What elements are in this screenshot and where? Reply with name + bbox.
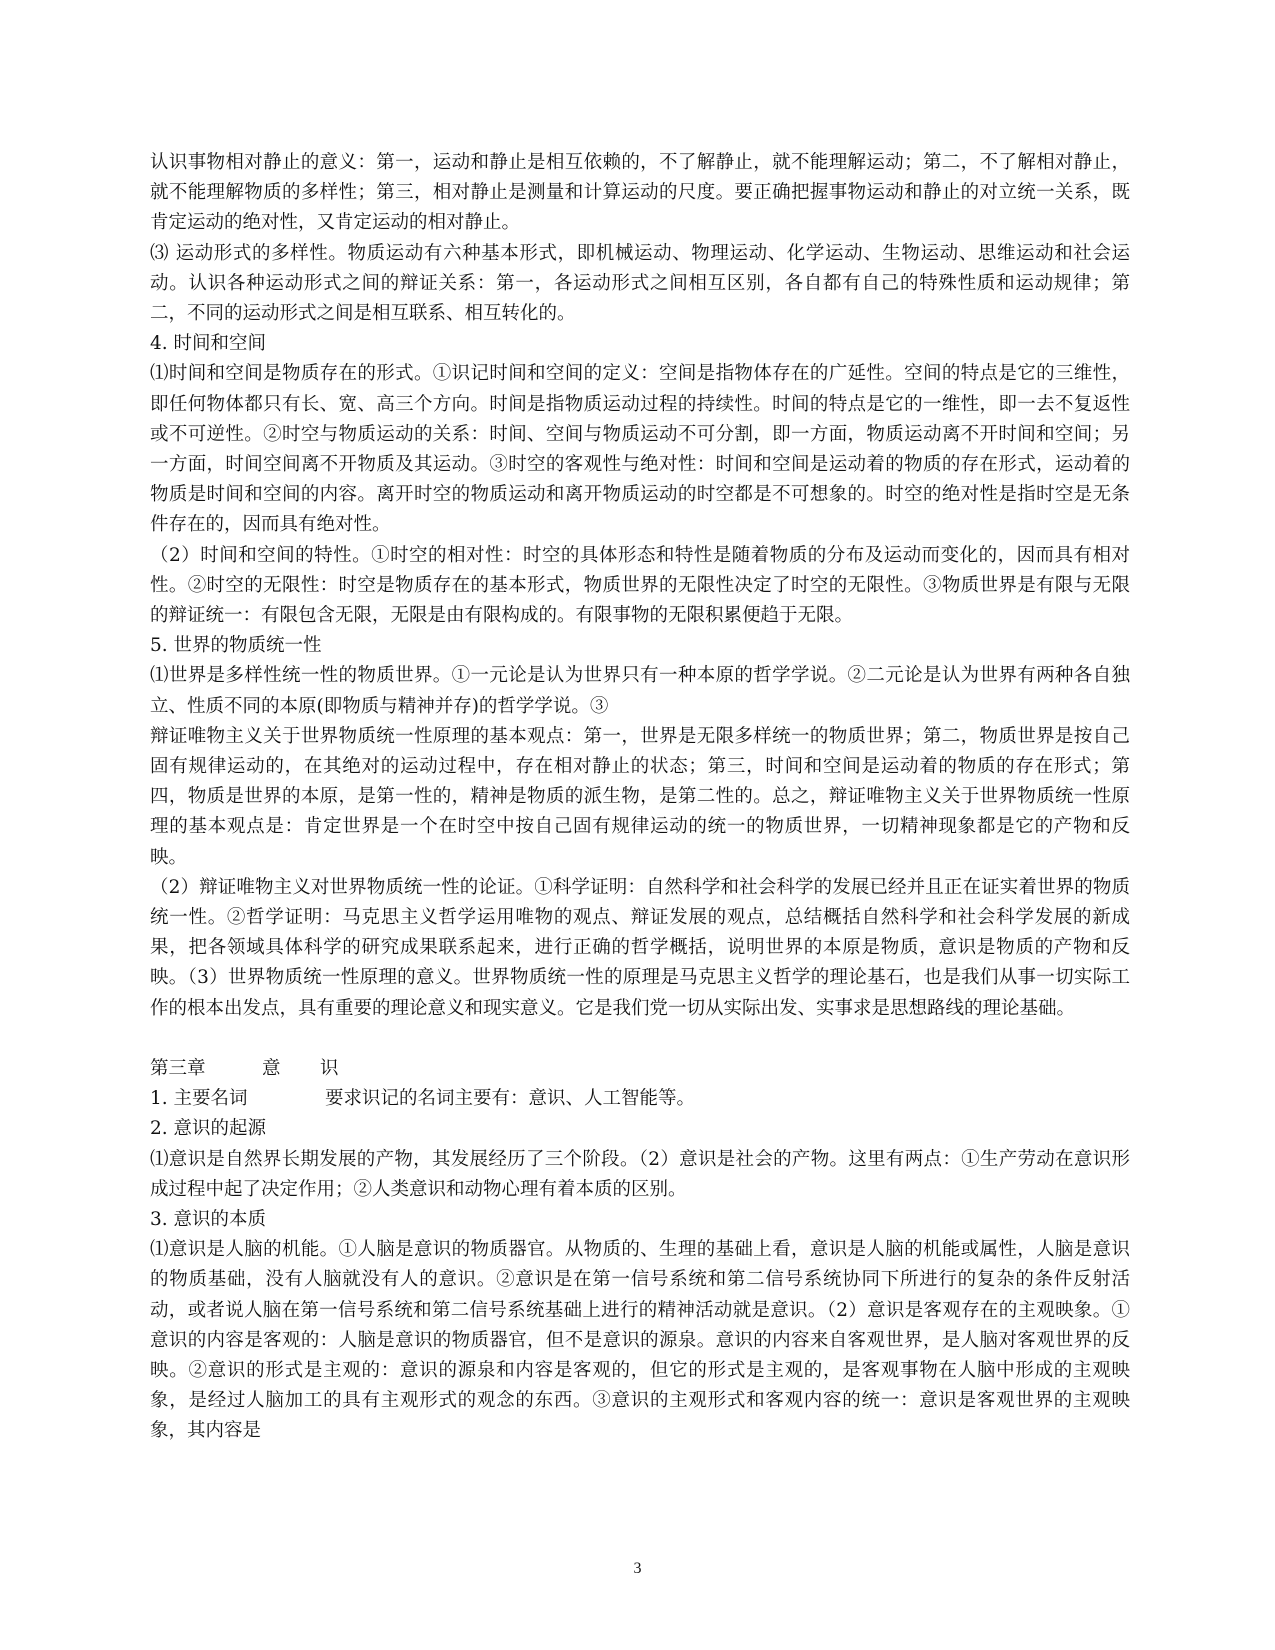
term-label: 1. 主要名词 bbox=[150, 1088, 248, 1110]
chapter-title bbox=[150, 1054, 1130, 1084]
paragraph-monism-dualism: ⑴世界是多样性统一性的物质世界。①一元论是认为世界只有一种本原的哲学学说。②二元论是认为世界有两种各自独立、性质不同的本原(即物质与精神并存)的哲学学说。③ bbox=[150, 665, 1130, 717]
paragraph-relative-rest: 认识事物相对静止的意义：第一，运动和静止是相互依赖的，不了解静止，就不能理解运动；第二，不了解相对静止，就不能理解物质的多样性；第三，相对静止是测量和计算运动的尺度。要正确把握事物运动和静止的对立统一关系，既肯定运动的绝对性，又肯定运动的相对静止。 bbox=[150, 152, 1130, 234]
heading-essence: 3. 意识的本质 bbox=[150, 1208, 267, 1230]
term-text: 要求识记的名词主要有：意识、人工智能等。 bbox=[325, 1088, 696, 1110]
chapter-number: 第三章 bbox=[150, 1057, 206, 1079]
paragraph-motion-forms: ⑶ 运动形式的多样性。物质运动有六种基本形式，即机械运动、物理运动、化学运动、生物运动、思维运动和社会运动。认识各种运动形式之间的辩证关系：第一，各运动形式之间相互区别，各自都有自己的特殊性质和运动规律；第二，不同的运动形式之间是相互联系、相互转化的。 bbox=[150, 242, 1130, 325]
paragraph-argument: （2）辩证唯物主义对世界物质统一性的论证。①科学证明：自然科学和社会科学的发展已经并且正在证实着世界的物质统一性。②哲学证明：马克思主义哲学运用唯物的观点、辩证发展的观点，总结概括自然科学和社会科学发展的新成果，把各领域具体科学的研究成果联系起来，进行正确的哲学概括，说明世界的本原是物质，意识是物质的产物和反映。（3）世界物质统一性原理的意义。世界物质统一性的原理是马克思主义哲学的理论基石，也是我们从事一切实际工作的根本出发点，具有重要的理论意义和现实意义。它是我们党一切从实际出发、实事求是思想路线的理论基础。 bbox=[150, 876, 1130, 1019]
paragraph-essence: ⑴意识是人脑的机能。①人脑是意识的物质器官。从物质的、生理的基础上看，意识是人脑的机能或属性，人脑是意识的物质基础，没有人脑就没有人的意识。②意识是在第一信号系统和第二信号系统协同下所进行的复杂的条件反射活动，或者说人脑在第一信号系统和第二信号系统基础上进行的精神活动就是意识。（2）意识是客观存在的主观映象。①意识的内容是客观的：人脑是意识的物质器官，但不是意识的源泉。意识的内容来自客观世界，是人脑对客观世界的反映。②意识的形式是主观的：意识的源泉和内容是客观的，但它的形式是主观的，是客观事物在人脑中形成的主观映象，是经过人脑加工的具有主观形式的观念的东西。③意识的主观形式和客观内容的统一：意识是客观世界的主观映象，其内容是 bbox=[150, 1239, 1130, 1442]
heading-time-space: 4. 时间和空间 bbox=[150, 333, 267, 355]
heading-material-unity: 5. 世界的物质统一性 bbox=[150, 635, 322, 657]
paragraph-time-space-forms: ⑴时间和空间是物质存在的形式。①识记时间和空间的定义：空间是指物体存在的广延性。空间的特点是它的三维性，即任何物体都只有长、宽、高三个方向。时间是指物质运动过程的持续性。时间的特点是它的一维性，即一去不复返性或不可逆性。②时空与物质运动的关系：时间、空间与物质运动不可分割，即一方面，物质运动离不开时间和空间；另一方面，时间空间离不开物质及其运动。③时空的客观性与绝对性：时间和空间是运动着的物质的存在形式，运动着的物质是时间和空间的内容。离开时空的物质运动和离开物质运动的时空都是不可想象的。时空的绝对性是指时空是无条件存在的，因而具有绝对性。 bbox=[150, 363, 1130, 536]
term-line bbox=[150, 1084, 1130, 1114]
page-number: 3 bbox=[633, 1560, 642, 1577]
paragraph-basic-views: 辩证唯物主义关于世界物质统一性原理的基本观点：第一，世界是无限多样统一的物质世界；第二，物质世界是按自己固有规律运动的，在其绝对的运动过程中，存在相对静止的状态；第三，时间和空间是运动着的物质的存在形式；第四，物质是世界的本原，是第一性的，精神是物质的派生物，是第二性的。总之，辩证唯物主义关于世界物质统一性原理的基本观点是：肯定世界是一个在时空中按自己固有规律运动的统一的物质世界，一切精神现象都是它的产物和反映。 bbox=[150, 725, 1130, 868]
heading-origin: 2. 意识的起源 bbox=[150, 1118, 267, 1140]
paragraph-origin: ⑴意识是自然界长期发展的产物，其发展经历了三个阶段。（2）意识是社会的产物。这里有两点：①生产劳动在意识形成过程中起了决定作用；②人类意识和动物心理有着本质的区别。 bbox=[150, 1148, 1130, 1200]
chapter-title-char-2: 识 bbox=[320, 1057, 339, 1079]
section-gap bbox=[150, 1024, 1130, 1054]
document-body bbox=[150, 148, 1130, 1447]
chapter-title-char-1: 意 bbox=[262, 1057, 281, 1079]
paragraph-time-space-properties: （2）时间和空间的特性。①时空的相对性：时空的具体形态和特性是随着物质的分布及运动而变化的，因而具有相对性。②时空的无限性：时空是物质存在的基本形式，物质世界的无限性决定了时空的无限性。③物质世界是有限与无限的辩证统一：有限包含无限，无限是由有限构成的。有限事物的无限积累便趋于无限。 bbox=[150, 544, 1130, 627]
